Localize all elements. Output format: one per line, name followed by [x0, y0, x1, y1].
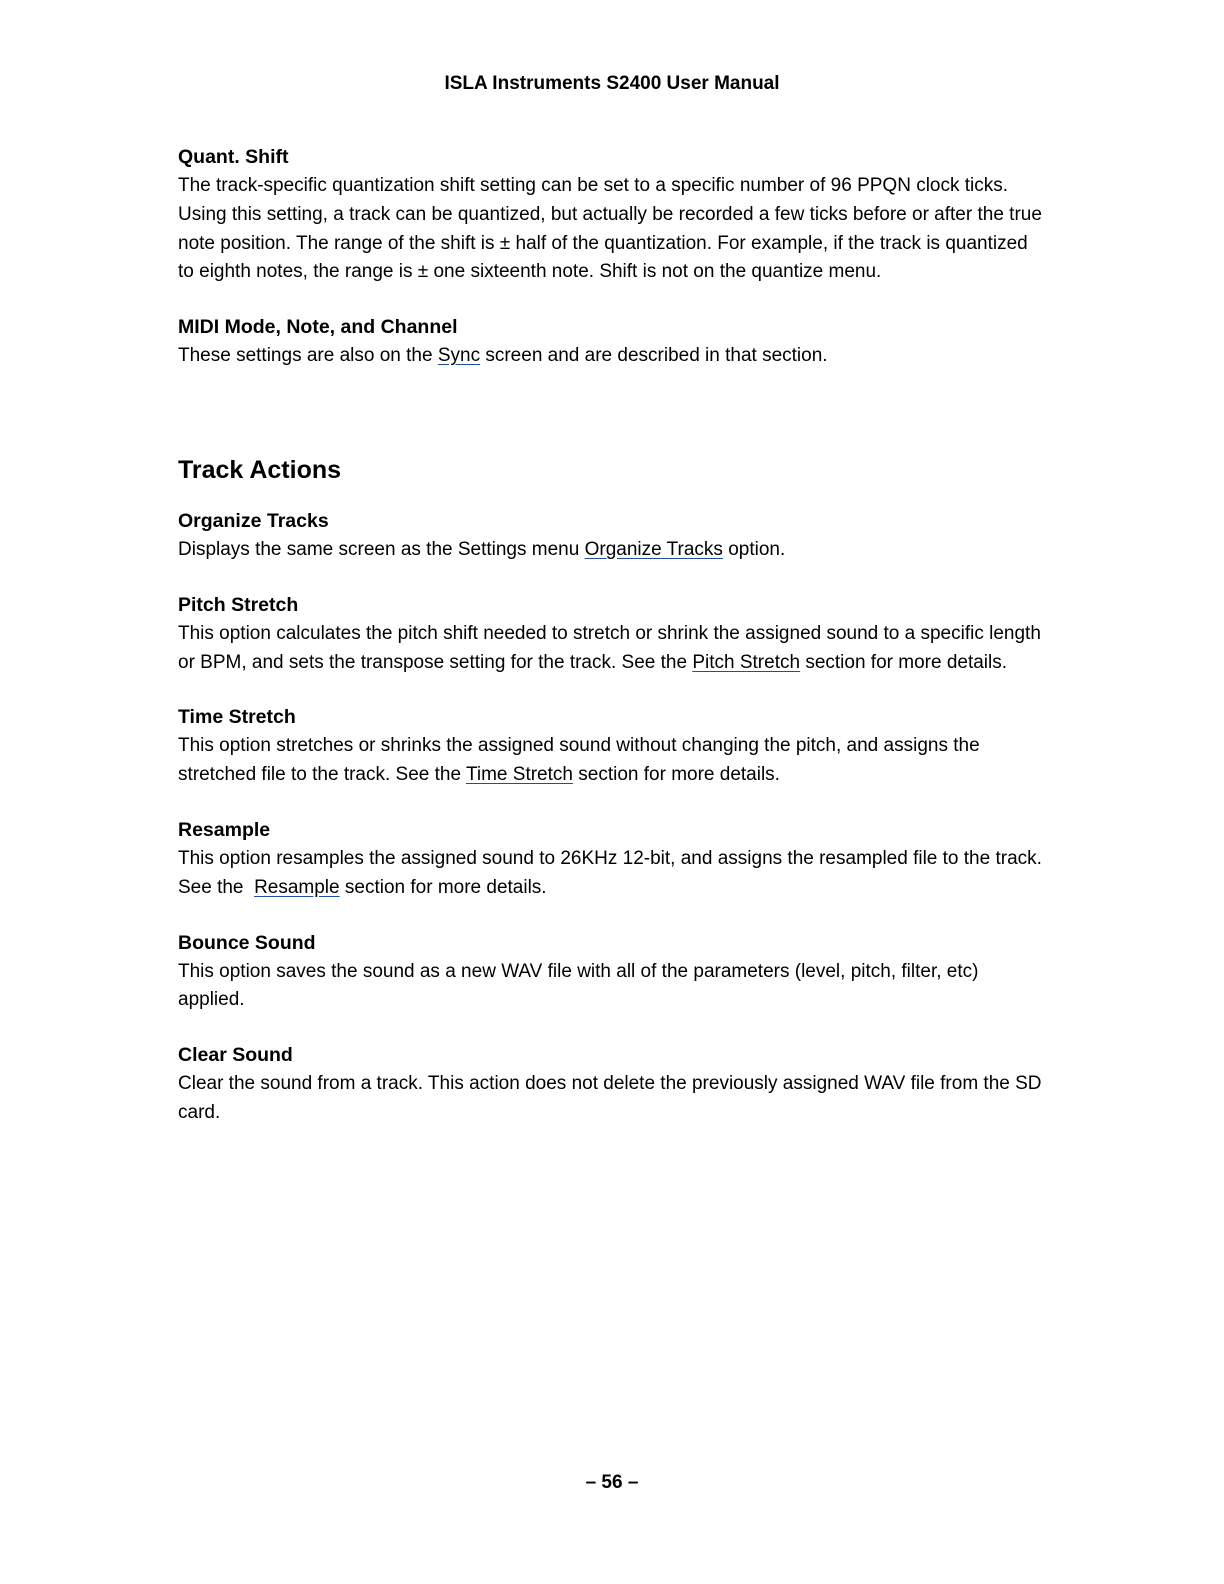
body-text: screen and are described in that section. — [480, 345, 828, 367]
section-title-clear-sound: Clear Sound — [178, 1044, 293, 1067]
heading-track-actions: Track Actions — [178, 455, 342, 484]
section-midi-mode — [178, 312, 1048, 371]
section-body-resample — [178, 845, 1048, 903]
section-title-midi-mode: MIDI Mode, Note, and Channel — [178, 316, 458, 339]
section-title-pitch-stretch: Pitch Stretch — [178, 593, 299, 616]
section-title-time-stretch: Time Stretch — [178, 706, 296, 729]
page-header: ISLA Instruments S2400 User Manual — [444, 73, 780, 94]
body-text: section for more details. — [339, 876, 547, 898]
section-time-stretch — [178, 702, 1048, 790]
body-text: Displays the same screen as the Settings menu — [178, 538, 585, 560]
section-resample — [178, 815, 1048, 903]
resample-link[interactable]: Resample — [254, 876, 340, 898]
sync-link[interactable]: Sync — [437, 345, 481, 367]
section-body-midi-mode — [178, 342, 1048, 371]
organize-tracks-link[interactable]: Organize Tracks — [584, 538, 723, 560]
pitch-stretch-link[interactable]: Pitch Stretch — [692, 651, 801, 673]
body-text: These settings are also on the — [178, 345, 438, 367]
body-text: section for more details. — [572, 764, 780, 786]
section-title-bounce-sound: Bounce Sound — [178, 931, 316, 954]
section-organize-tracks — [178, 506, 1048, 565]
body-text: This option stretches or shrinks the assigned sound without changing the pitch, and assigns the stretched file to the track. See the — [178, 735, 980, 786]
section-quant-shift — [178, 142, 1048, 287]
section-title-organize-tracks: Organize Tracks — [178, 509, 329, 532]
page-content — [178, 142, 1048, 1128]
section-clear-sound — [178, 1040, 1048, 1128]
section-body-organize-tracks — [178, 536, 1048, 565]
section-pitch-stretch — [178, 590, 1048, 678]
section-body-quant-shift: The track-specific quantization shift setting can be set to a specific number of 96 PPQN clock ticks. Using this setting, a track can be quantized, but actually be recorded a few ticks before or after the true note position. The range of the shift is ± half of the quantization. For example, if the track is quantized to eighth notes, the range is ± one sixteenth note. Shift is not on the quantize menu. — [178, 175, 1042, 283]
body-text: This option calculates the pitch shift needed to stretch or shrink the assigned sound to a specific length or BPM, and sets the transpose setting for the track. See the — [178, 622, 1041, 673]
section-body-clear-sound: Clear the sound from a track. This action does not delete the previously assigned WAV file from the SD card. — [178, 1073, 1042, 1123]
section-title-quant-shift: Quant. Shift — [178, 146, 289, 168]
body-text: option. — [722, 538, 786, 560]
body-text: This option resamples the assigned sound to 26KHz 12-bit, and assigns the resampled file to the track. See the — [178, 847, 1048, 898]
section-bounce-sound — [178, 928, 1048, 1016]
time-stretch-link[interactable]: Time Stretch — [465, 764, 573, 786]
body-text: section for more details. — [800, 651, 1008, 673]
section-title-resample: Resample — [178, 818, 271, 841]
section-body-time-stretch — [178, 732, 1048, 790]
section-body-bounce-sound: This option saves the sound as a new WAV file with all of the parameters (level, pitch, filter, etc) applied. — [178, 960, 979, 1011]
page-number: – 56 – — [585, 1472, 639, 1493]
section-body-pitch-stretch — [178, 620, 1048, 678]
